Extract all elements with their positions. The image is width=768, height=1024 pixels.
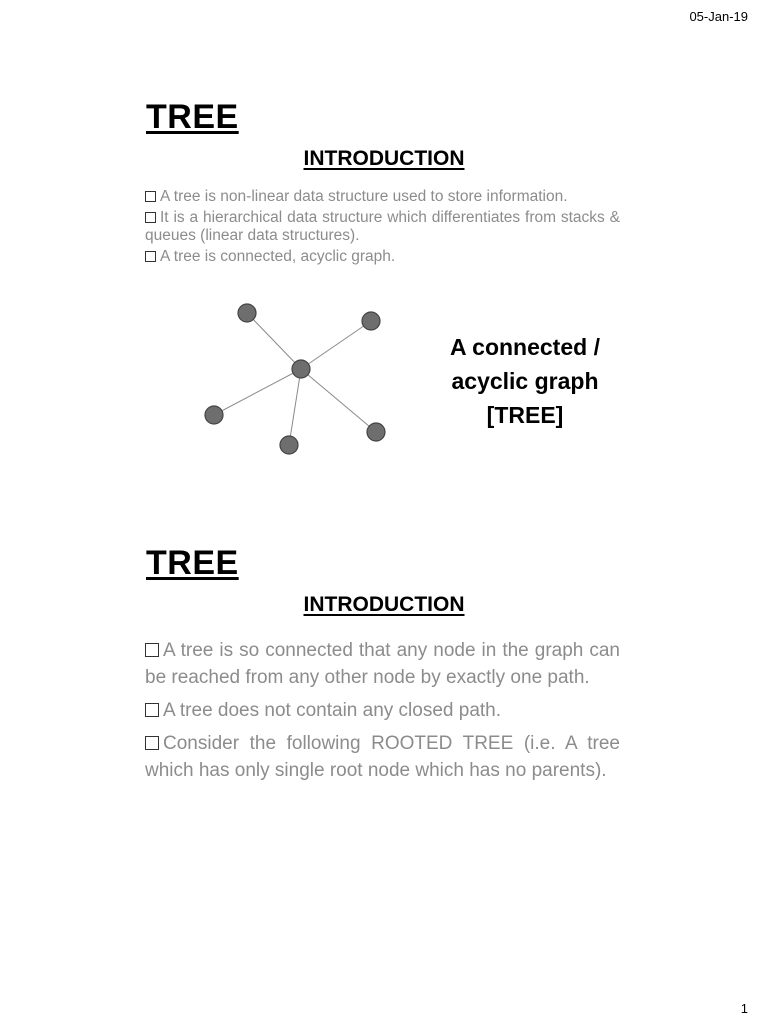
graph-node: [362, 312, 380, 330]
caption-line: [TREE]: [486, 402, 564, 428]
bullet-item: [145, 697, 620, 724]
slide-subtitle: INTRODUCTION: [303, 147, 465, 170]
bullet-list: [145, 188, 620, 269]
bullet-text: A tree is so connected that any node in the graph can be reached from any other node by exactly one path.: [145, 640, 620, 688]
bullet-item: [145, 209, 620, 245]
slide-2: [0, 520, 768, 1020]
bullet-text: Consider the following ROOTED TREE (i.e. A tree which has only single root node which has no parents).: [145, 733, 620, 781]
graph-edge: [289, 369, 301, 445]
graph-node: [238, 304, 256, 322]
graph-edge: [301, 369, 376, 432]
checkbox-bullet-icon: [145, 643, 159, 657]
graph-edge: [214, 369, 301, 415]
page-number: 1: [740, 1001, 748, 1016]
bullet-text: A tree is connected, acyclic graph.: [160, 248, 396, 265]
tree-graph-diagram: [190, 293, 400, 463]
bullet-item: [145, 248, 620, 266]
checkbox-bullet-icon: [145, 212, 156, 223]
slide-1: [0, 0, 768, 510]
caption-line: acyclic graph: [451, 368, 599, 394]
bullet-item: [145, 188, 620, 206]
bullet-text: A tree does not contain any closed path.: [163, 700, 502, 721]
bullet-item: [145, 730, 620, 784]
checkbox-bullet-icon: [145, 191, 156, 202]
graph-caption: [420, 330, 630, 432]
bullet-text: A tree is non-linear data structure used to store information.: [160, 188, 568, 205]
caption-line: A connected /: [450, 334, 600, 360]
bullet-text: It is a hierarchical data structure which differentiates from stacks & queues (linear data structures).: [145, 209, 620, 244]
graph-node: [280, 436, 298, 454]
graph-edge: [247, 313, 301, 369]
slide-date: 05-Jan-19: [689, 9, 748, 24]
bullet-item: [145, 637, 620, 691]
graph-node-center: [292, 360, 310, 378]
checkbox-bullet-icon: [145, 736, 159, 750]
slide-subtitle: INTRODUCTION: [303, 593, 465, 616]
graph-node: [205, 406, 223, 424]
checkbox-bullet-icon: [145, 251, 156, 262]
slide-title: TREE: [146, 98, 239, 136]
graph-edge: [301, 321, 371, 369]
checkbox-bullet-icon: [145, 703, 159, 717]
bullet-list: [145, 637, 620, 790]
slide-title: TREE: [146, 544, 239, 582]
graph-node: [367, 423, 385, 441]
